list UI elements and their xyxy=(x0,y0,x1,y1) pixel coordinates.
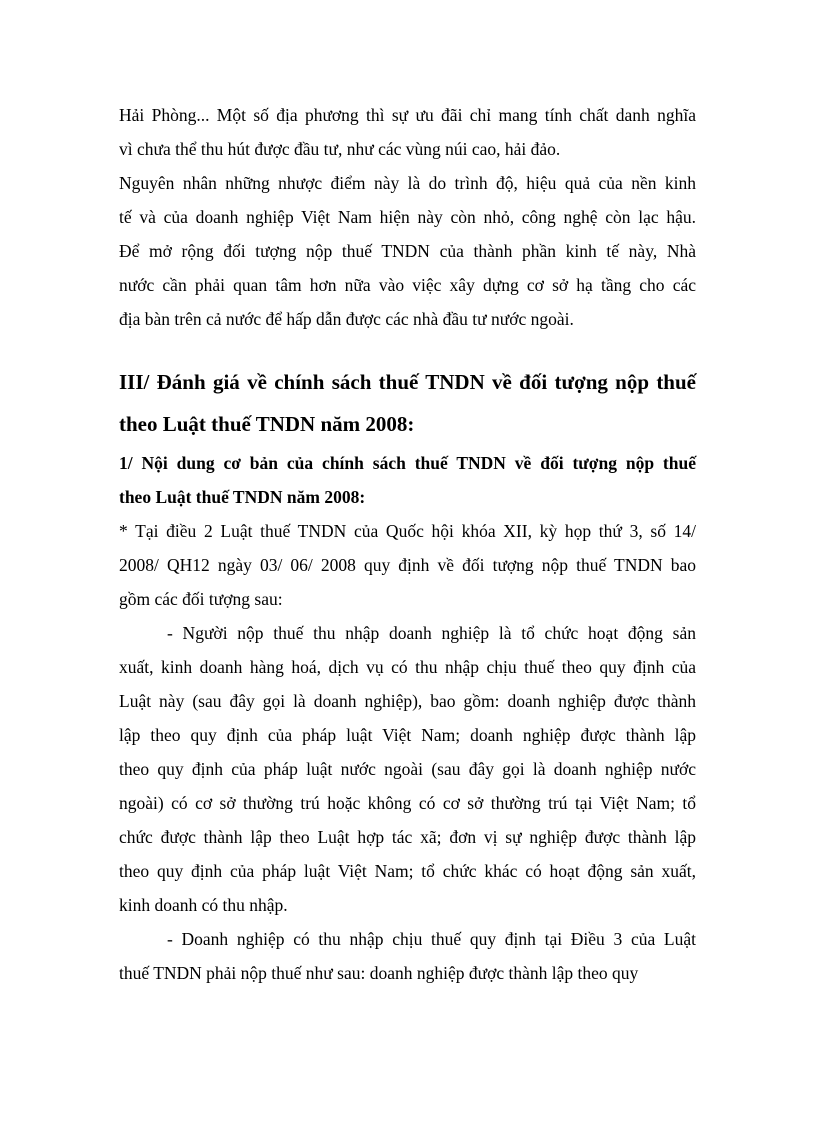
text-line: Luật này (sau đây gọi là doanh nghiệp), bao gồm: doanh nghiệp được thành xyxy=(119,691,696,711)
heading-line: theo Luật thuế TNDN năm 2008: xyxy=(119,487,366,507)
text-line: kinh doanh có thu nhập. xyxy=(119,895,288,915)
text-line: theo quy định của pháp luật nước ngoài (sau đây gọi là doanh nghiệp nước xyxy=(119,759,696,779)
text-line: nước cần phải quan tâm hơn nữa vào việc xây dựng cơ sở hạ tầng cho các xyxy=(119,275,696,295)
text-line: Hải Phòng... Một số địa phương thì sự ưu đãi chỉ mang tính chất danh nghĩa xyxy=(119,105,696,125)
text-line: thuế TNDN phải nộp thuế như sau: doanh nghiệp được thành lập theo quy xyxy=(119,963,639,983)
section-heading xyxy=(119,366,696,450)
text-line: Nguyên nhân những nhược điểm này là do trình độ, hiệu quả của nền kinh xyxy=(119,173,696,193)
sub-heading xyxy=(119,450,696,518)
paragraph-article-2 xyxy=(119,518,696,620)
text-line: xuất, kinh doanh hàng hoá, dịch vụ có thu nhập chịu thuế theo quy định của xyxy=(119,657,696,677)
text-line: chức được thành lập theo Luật hợp tác xã; đơn vị sự nghiệp được thành lập xyxy=(119,827,696,847)
text-line: lập theo quy định của pháp luật Việt Nam; doanh nghiệp được thành lập xyxy=(119,725,696,745)
document-body xyxy=(119,102,696,994)
text-line: - Người nộp thuế thu nhập doanh nghiệp là tổ chức hoạt động sản xyxy=(167,623,696,643)
spacer xyxy=(119,340,696,366)
text-line: địa bàn trên cả nước để hấp dẫn được các nhà đầu tư nước ngoài. xyxy=(119,309,574,329)
text-line: gồm các đối tượng sau: xyxy=(119,589,283,609)
text-line: * Tại điều 2 Luật thuế TNDN của Quốc hội khóa XII, kỳ họp thứ 3, số 14/ xyxy=(119,521,696,541)
text-line: ngoài) có cơ sở thường trú hoặc không có cơ sở thường trú tại Việt Nam; tổ xyxy=(119,793,696,813)
text-line: Để mở rộng đối tượng nộp thuế TNDN của thành phần kinh tế này, Nhà xyxy=(119,241,696,261)
text-line: vì chưa thể thu hút được đầu tư, như các vùng núi cao, hải đảo. xyxy=(119,139,561,159)
text-line: tế và của doanh nghiệp Việt Nam hiện này còn nhỏ, công nghệ còn lạc hậu. xyxy=(119,207,696,227)
paragraph-taxpayers xyxy=(119,620,696,926)
heading-line: 1/ Nội dung cơ bản của chính sách thuế TNDN về đối tượng nộp thuế xyxy=(119,453,696,473)
paragraph-enterprises xyxy=(119,926,696,994)
text-line: theo quy định của pháp luật Việt Nam; tổ chức khác có hoạt động sản xuất, xyxy=(119,861,696,881)
paragraph-incentives xyxy=(119,102,696,170)
heading-line: III/ Đánh giá về chính sách thuế TNDN về đối tượng nộp thuế xyxy=(119,370,696,394)
paragraph-causes xyxy=(119,170,696,340)
heading-line: theo Luật thuế TNDN năm 2008: xyxy=(119,412,415,436)
text-line: - Doanh nghiệp có thu nhập chịu thuế quy định tại Điều 3 của Luật xyxy=(167,929,696,949)
text-line: 2008/ QH12 ngày 03/ 06/ 2008 quy định về đối tượng nộp thuế TNDN bao xyxy=(119,555,696,575)
